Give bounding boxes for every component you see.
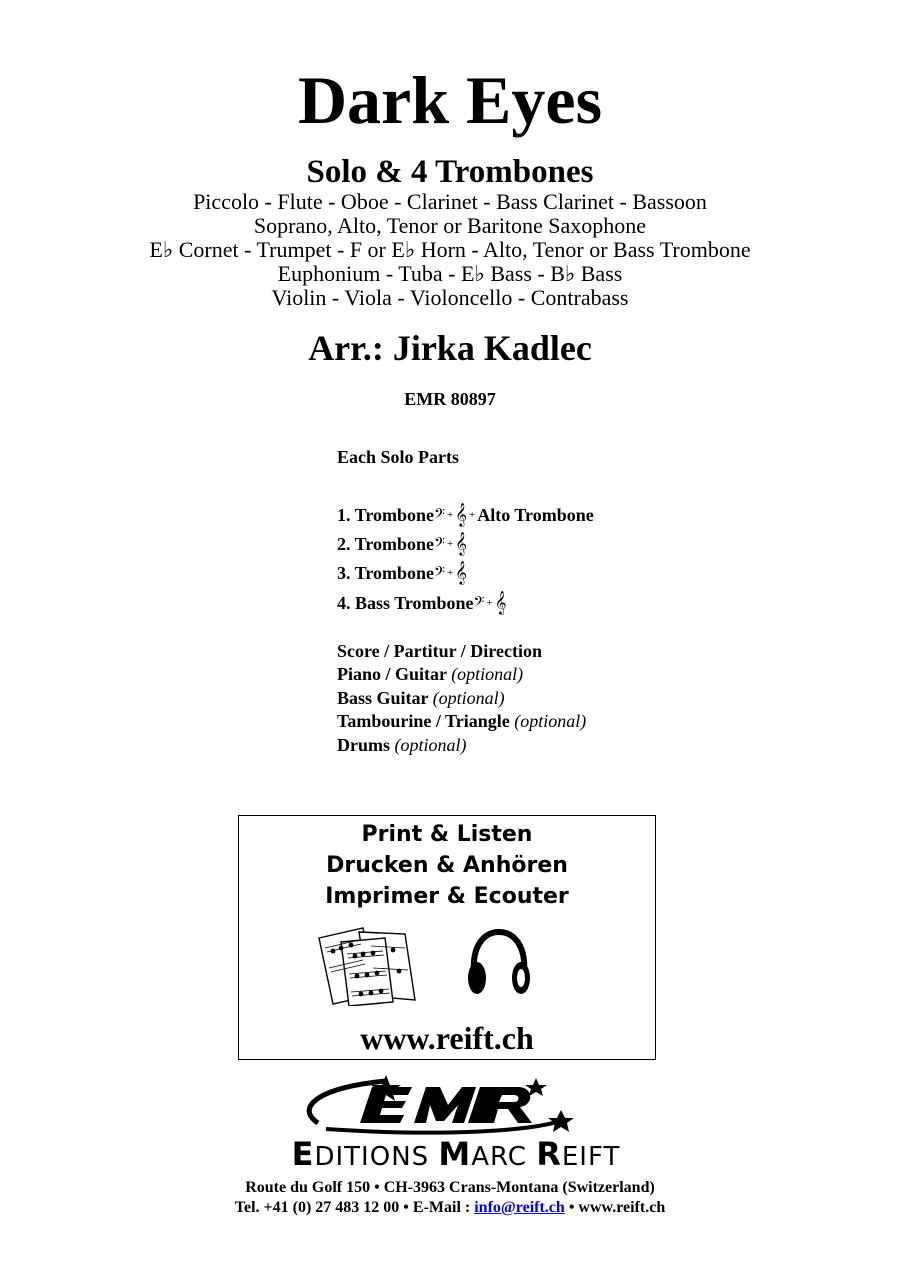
extra-part bbox=[337, 640, 542, 662]
email-link[interactable]: info@reift.ch bbox=[474, 1199, 565, 1216]
sheet-music-icon bbox=[311, 924, 421, 1006]
part-label: 2. Trombone bbox=[337, 534, 435, 554]
instrument-line: Soprano, Alto, Tenor or Baritone Saxophone bbox=[253, 213, 647, 238]
instrument-line: Piccolo - Flute - Oboe - Clarinet - Bass Clarinet - Bassoon bbox=[193, 189, 707, 214]
optional-note: (optional) bbox=[394, 735, 467, 755]
part-item bbox=[337, 533, 467, 556]
part-item bbox=[337, 562, 467, 585]
part-label: 4. Bass Trombone bbox=[337, 593, 474, 613]
print-listen-box bbox=[238, 815, 656, 1060]
optional-note: (optional) bbox=[432, 688, 505, 708]
extra-part bbox=[337, 710, 586, 732]
publisher-name bbox=[236, 1137, 676, 1174]
publisher-word: DITIONS bbox=[314, 1142, 439, 1172]
treble-clef-icon: 𝄞 bbox=[455, 562, 467, 584]
bass-clef-icon: 𝄢 bbox=[434, 535, 445, 554]
plus-sign: + bbox=[486, 597, 493, 609]
website-text: • www.reift.ch bbox=[564, 1199, 666, 1216]
extra-part bbox=[337, 663, 523, 685]
contact-line bbox=[0, 1198, 900, 1218]
bass-clef-icon: 𝄢 bbox=[434, 564, 445, 583]
publisher-initial: R bbox=[536, 1135, 562, 1173]
treble-clef-icon: 𝄞 bbox=[455, 504, 467, 526]
extra-label: Score / Partitur / Direction bbox=[337, 641, 542, 661]
instrument-line: Violin - Viola - Violoncello - Contrabass bbox=[271, 285, 629, 310]
promo-url-link[interactable]: www.reift.ch bbox=[360, 1020, 534, 1056]
extra-part bbox=[337, 734, 467, 756]
part-item bbox=[337, 504, 594, 527]
instrument-line: Euphonium - Tuba - E♭ Bass - B♭ Bass bbox=[277, 261, 623, 286]
instrument-line: E♭ Cornet - Trumpet - F or E♭ Horn - Alto, Tenor or Bass Trombone bbox=[149, 237, 751, 262]
bass-clef-icon: 𝄢 bbox=[473, 594, 485, 613]
bass-clef-icon: 𝄢 bbox=[434, 506, 445, 525]
publisher-word: ARC bbox=[471, 1142, 537, 1172]
publisher-initial: M bbox=[438, 1135, 472, 1173]
extra-label: Piano / Guitar bbox=[337, 664, 447, 684]
phone-text: Tel. +41 (0) 27 483 12 00 • E-Mail : bbox=[234, 1199, 475, 1216]
optional-note: (optional) bbox=[514, 711, 587, 731]
page-title: Dark Eyes bbox=[297, 62, 603, 138]
plus-sign: + bbox=[446, 538, 454, 550]
emr-logo bbox=[236, 1075, 676, 1137]
extra-label: Bass Guitar bbox=[337, 688, 429, 708]
part-item bbox=[337, 592, 507, 615]
promo-line: Drucken & Anhören bbox=[326, 853, 568, 878]
extra-label: Tambourine / Triangle bbox=[337, 711, 510, 731]
promo-line: Imprimer & Ecouter bbox=[325, 884, 569, 909]
plus-sign: + bbox=[446, 567, 454, 579]
publisher-word: EIFT bbox=[561, 1142, 621, 1172]
treble-clef-icon: 𝄞 bbox=[494, 592, 507, 614]
part-label: 1. Trombone bbox=[337, 505, 435, 525]
arranger: Arr.: Jirka Kadlec bbox=[308, 328, 592, 368]
part-label: 3. Trombone bbox=[337, 563, 435, 583]
optional-note: (optional) bbox=[451, 664, 524, 684]
part-extra: Alto Trombone bbox=[477, 505, 594, 525]
address-line: Route du Golf 150 • CH-3963 Crans-Montana (Switzerland) bbox=[245, 1179, 655, 1196]
plus-sign: + bbox=[446, 509, 454, 521]
promo-line: Print & Listen bbox=[361, 822, 533, 847]
extra-part bbox=[337, 687, 505, 709]
subtitle: Solo & 4 Trombones bbox=[306, 154, 594, 190]
extra-label: Drums bbox=[337, 735, 390, 755]
plus-sign: + bbox=[469, 509, 476, 521]
each-solo-heading: Each Solo Parts bbox=[337, 447, 460, 467]
catalog-number: EMR 80897 bbox=[404, 389, 496, 409]
treble-clef-icon: 𝄞 bbox=[455, 533, 467, 555]
headphones-icon bbox=[464, 928, 534, 1000]
publisher-initial: E bbox=[291, 1135, 315, 1173]
